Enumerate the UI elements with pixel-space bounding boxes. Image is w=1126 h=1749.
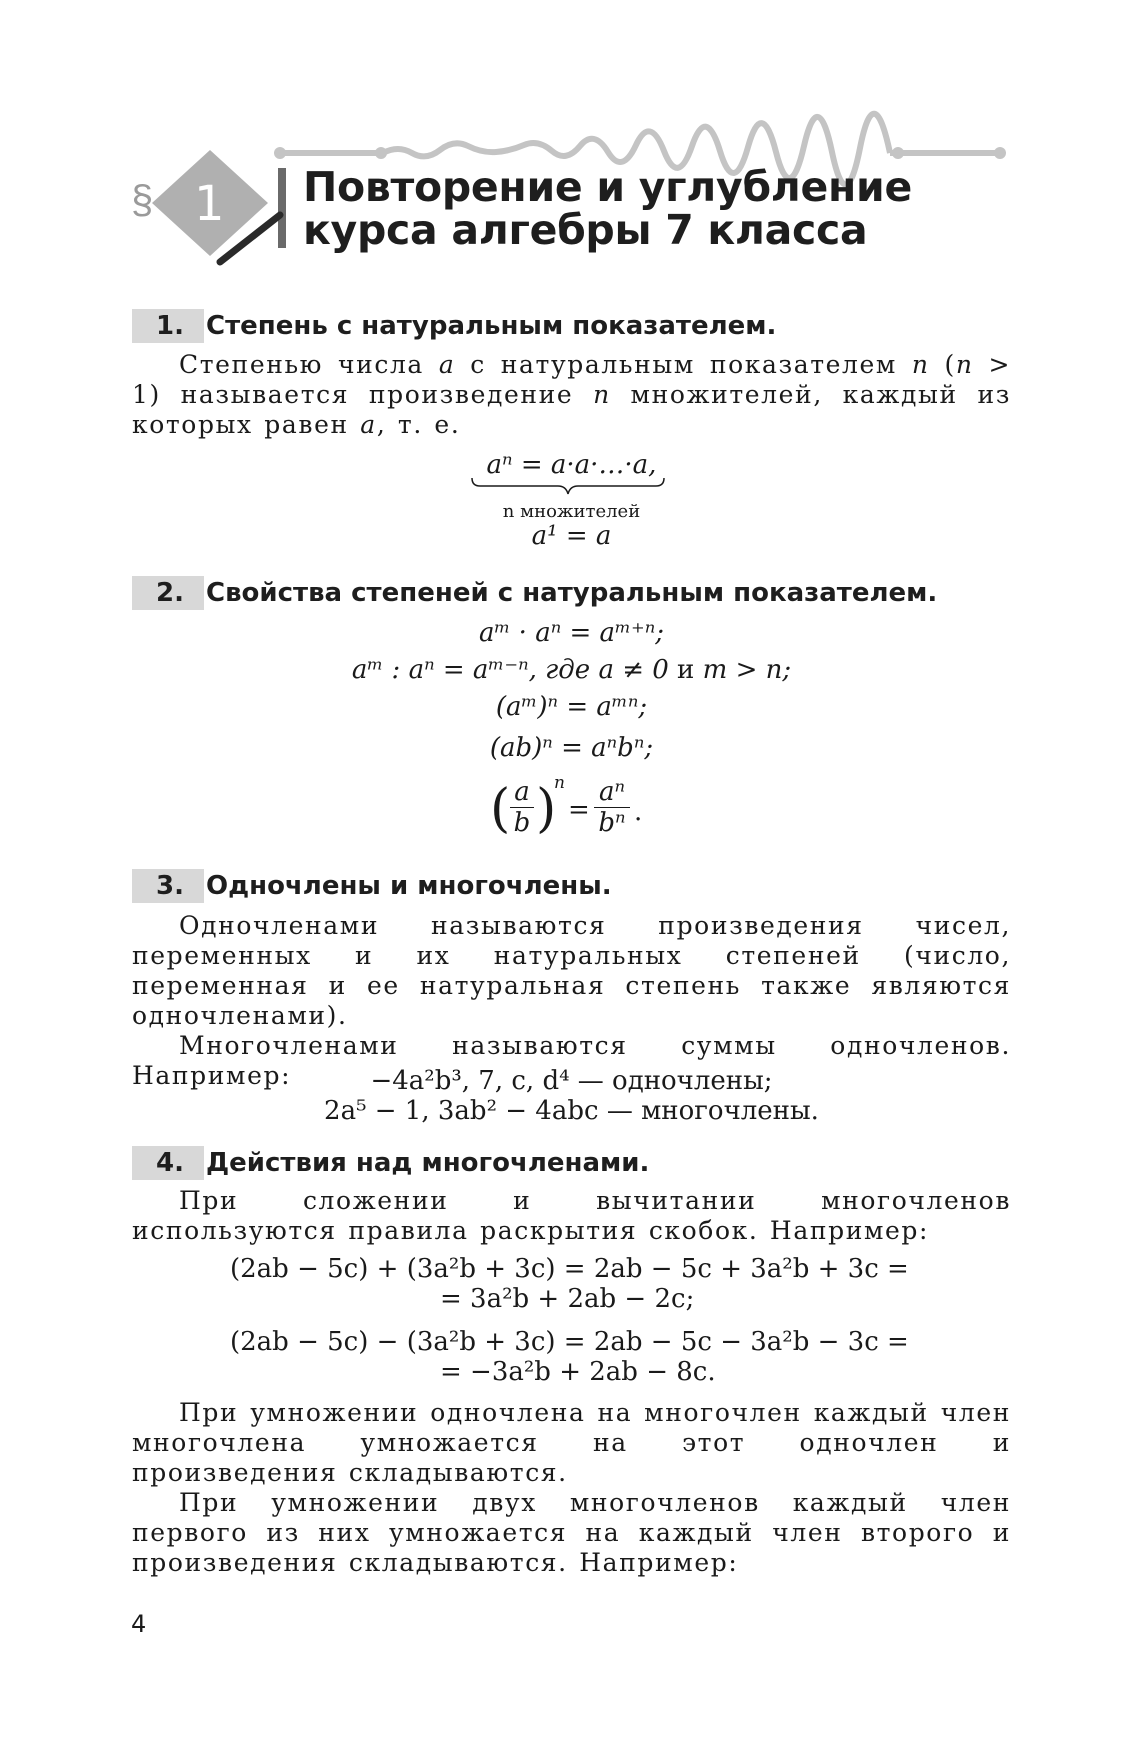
section-number: 1. [156,311,184,341]
chapter-number: 1 [194,176,225,232]
section-number: 4. [156,1148,184,1178]
section-title: Одночлены и многочлены. [206,871,612,901]
formula-power-of-fraction: ( a b ) n = aⁿ bⁿ . [490,773,643,839]
section-title: Действия над многочленами. [206,1148,650,1178]
section-1-paragraph: Степенью числа a с натуральным показателем n (n > 1) называется произведение n множителей, каждый из которых равен a, т. е. [132,350,1011,439]
example-monomials: −4a²b³, 7, c, d⁴ — одночлены; [370,1066,773,1096]
formula-power-one: a¹ = a [531,521,612,551]
formula-product-rule: aᵐ · aⁿ = aᵐ⁺ⁿ; [478,618,665,648]
section-title: Свойства степеней с натуральным показателем. [206,578,938,608]
section-symbol: § [131,178,154,222]
brace-label: n множителей [502,501,641,522]
paragraph-add-subtract: При сложении и вычитании многочленов используются правила раскрытия скобок. Например: [132,1186,1011,1245]
section-number: 3. [156,871,184,901]
paragraph-polynomials: Многочленами называются суммы одночленов. Например: [132,1031,1011,1090]
section-title: Степень с натуральным показателем. [206,311,777,341]
chapter-header-decoration [0,0,1126,300]
formula-quotient-rule: aᵐ : aⁿ = aᵐ⁻ⁿ, где a ≠ 0 и m > n; [351,655,792,685]
section-3-paragraphs [132,911,1011,1091]
section-4-heading [132,1146,1032,1180]
equation-line: = 3a²b + 2ab − 2c; [440,1284,695,1314]
section-2-heading [132,576,1032,610]
example-polynomials: 2a⁵ − 1, 3ab² − 4abc — многочлены. [324,1096,819,1126]
equation-subtraction [230,1327,1030,1387]
underbrace [470,476,666,496]
paragraph-multiplication [132,1398,1011,1578]
formula-power-definition: aⁿ = a·a·…·a, [486,450,657,480]
paragraph-monomial-times-polynomial: При умножении одночлена на многочлен каждый член многочлена умножается на этот одночлен и произведения складываются. [132,1398,1011,1487]
page-number: 4 [131,1610,147,1638]
equation-line: (2ab − 5c) + (3a²b + 3c) = 2ab − 5c + 3a²b + 3c = [230,1254,909,1284]
paragraph-polynomial-times-polynomial: При умножении двух многочленов каждый член первого из них умножается на каждый член второго и произведения складываются. Например: [132,1488,1011,1577]
equation-addition [230,1254,1030,1314]
section-number: 2. [156,578,184,608]
chapter-title-line2: курса алгебры 7 класса [303,206,868,254]
chapter-title-line1: Повторение и углубление [303,163,912,211]
section-1-heading [132,309,1032,343]
formula-power-of-product: (ab)ⁿ = aⁿbⁿ; [489,733,654,763]
formula-power-of-power: (aᵐ)ⁿ = aᵐⁿ; [495,692,648,722]
paragraph-monomials: Одночленами называются произведения чисел, переменных и их натуральных степеней (число, переменная и ее натуральная степень также являются одночленами). [132,911,1011,1030]
section-3-heading [132,869,1032,903]
equation-line: (2ab − 5c) − (3a²b + 3c) = 2ab − 5c − 3a²b − 3c = [230,1327,909,1357]
chapter-title [303,163,1063,254]
equation-line: = −3a²b + 2ab − 8c. [440,1357,716,1387]
